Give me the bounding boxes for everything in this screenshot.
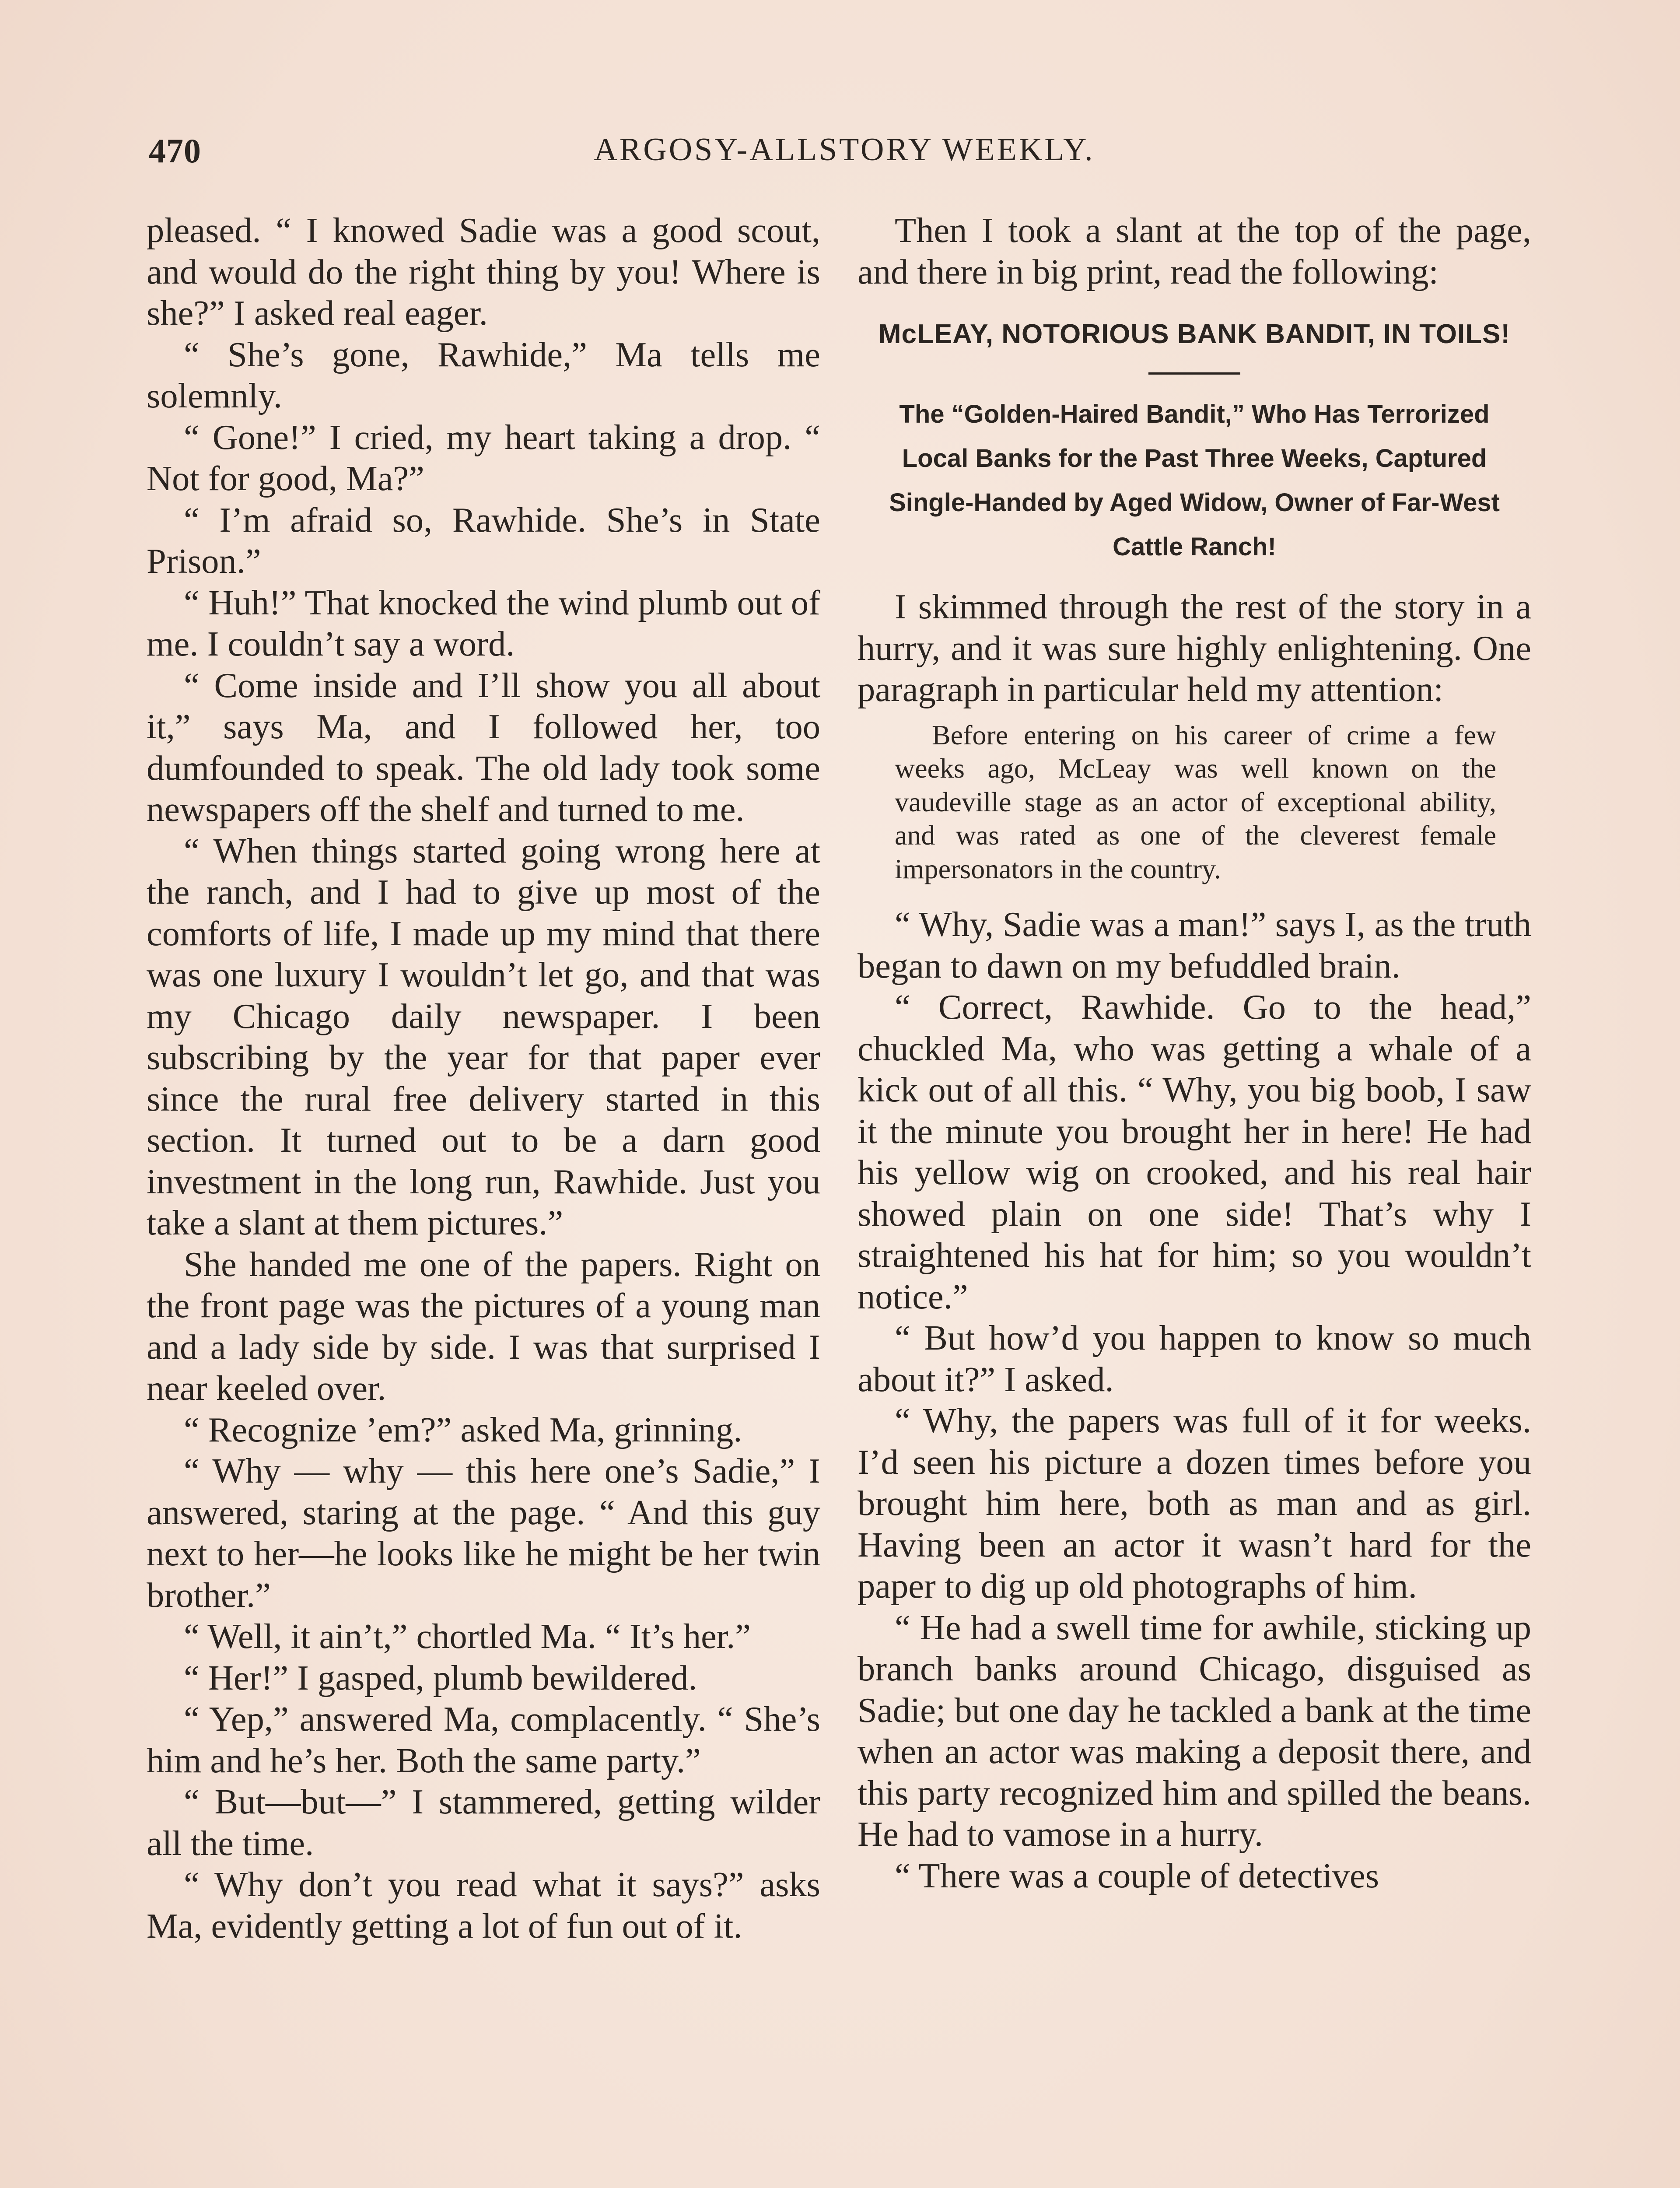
paragraph: “ Why, Sadie was a man!” says I, as the truth began to dawn on my befuddled brain. xyxy=(858,905,1531,985)
newspaper-headline: McLEAY, NOTORIOUS BANK BANDIT, IN TOILS! xyxy=(878,319,1511,349)
paragraph: “ Well, it ain’t,” chortled Ma. “ It’s her.” xyxy=(184,1617,751,1656)
right-column xyxy=(858,210,1531,1897)
paragraph: “ Why, the papers was full of it for weeks. I’d seen his picture a dozen times before you brought him here, both as man and as girl. Having been an actor it wasn’t hard for the paper to dig up old photographs of him. xyxy=(858,1401,1531,1606)
paragraph: “ But how’d you happen to know so much about it?” I asked. xyxy=(858,1318,1531,1399)
paragraph: Then I took a slant at the top of the page, and there in big print, read the following: xyxy=(858,211,1531,291)
paragraph: pleased. “ I knowed Sadie was a good scout, and would do the right thing by you! Where is she?” I asked real eager. xyxy=(147,211,820,333)
quoted-newspaper-paragraph xyxy=(895,719,1496,886)
paragraph: “ Why — why — this here one’s Sadie,” I answered, staring at the page. “ And this guy next to her—he looks like he might be her twin brother.” xyxy=(147,1452,820,1615)
paragraph: “ She’s gone, Rawhide,” Ma tells me solemnly. xyxy=(147,335,820,415)
left-column xyxy=(147,210,820,1947)
paragraph: “ Come inside and I’ll show you all about it,” says Ma, and I followed her, too dumfounded to speak. The old lady took some newspapers off the shelf and turned to me. xyxy=(147,666,820,829)
headline-divider xyxy=(1148,372,1240,375)
paragraph: “ Recognize ’em?” asked Ma, grinning. xyxy=(184,1410,742,1449)
page-number: 470 xyxy=(149,132,201,170)
running-title: ARGOSY-ALLSTORY WEEKLY. xyxy=(594,132,1095,168)
paragraph: “ Correct, Rawhide. Go to the head,” chuckled Ma, who was getting a whale of a kick out of all this. “ Why, you big boob, I saw it the minute you brought her in here! He had his yellow wig on crooked, and his real hair showed plain on one side! That’s why I straightened his hat for him; so you wouldn’t notice.” xyxy=(858,988,1531,1316)
paragraph: She handed me one of the papers. Right on the front page was the pictures of a young man and a lady side by side. I was that surprised I near keeled over. xyxy=(147,1245,820,1408)
paragraph: “ Huh!” That knocked the wind plumb out of me. I couldn’t say a word. xyxy=(147,583,820,663)
paragraph: “ There was a couple of detectives xyxy=(895,1856,1379,1895)
paragraph: “ Her!” I gasped, plumb bewildered. xyxy=(184,1658,697,1697)
quote-text: Before entering on his career of crime a few weeks ago, McLeay was well known on the vaudeville stage as an actor of exceptional ability, and was rated as one of the cleverest female impersonators in the country. xyxy=(895,719,1496,884)
newspaper-subhead: The “Golden-Haired Bandit,” Who Has Terrorized Local Banks for the Past Three Weeks, Captured Single-Handed by Aged Widow, Owner of Far-West Cattle Ranch! xyxy=(889,400,1500,561)
paragraph: “ He had a swell time for awhile, sticking up branch banks around Chicago, disguised as Sadie; but one day he tackled a bank at the time when an actor was making a deposit there, and this party recognized him and spilled the beans. He had to vamose in a hurry. xyxy=(858,1608,1531,1854)
paragraph: “ When things started going wrong here at the ranch, and I had to give up most of the comforts of life, I made up my mind that there was one luxury I wouldn’t let go, and that was my Chicago daily newspaper. I been subscribing by the year for that paper ever since the rural free delivery started in this section. It turned out to be a darn good investment in the long run, Rawhide. Just you take a slant at them pictures.” xyxy=(147,831,820,1242)
paragraph: “ But—but—” I stammered, getting wilder all the time. xyxy=(147,1782,820,1863)
paragraph: “ Why don’t you read what it says?” asks Ma, evidently getting a lot of fun out of it. xyxy=(147,1865,820,1946)
paragraph: “ Yep,” answered Ma, complacently. “ She’s him and he’s her. Both the same party.” xyxy=(147,1700,820,1780)
paragraph: “ Gone!” I cried, my heart taking a drop. “ Not for good, Ma?” xyxy=(147,417,820,498)
page-header xyxy=(149,131,1540,179)
paragraph: “ I’m afraid so, Rawhide. She’s in State Prison.” xyxy=(147,500,820,581)
paragraph: I skimmed through the rest of the story in a hurry, and it was sure highly enlightening. One paragraph in particular held my attention: xyxy=(858,587,1531,709)
